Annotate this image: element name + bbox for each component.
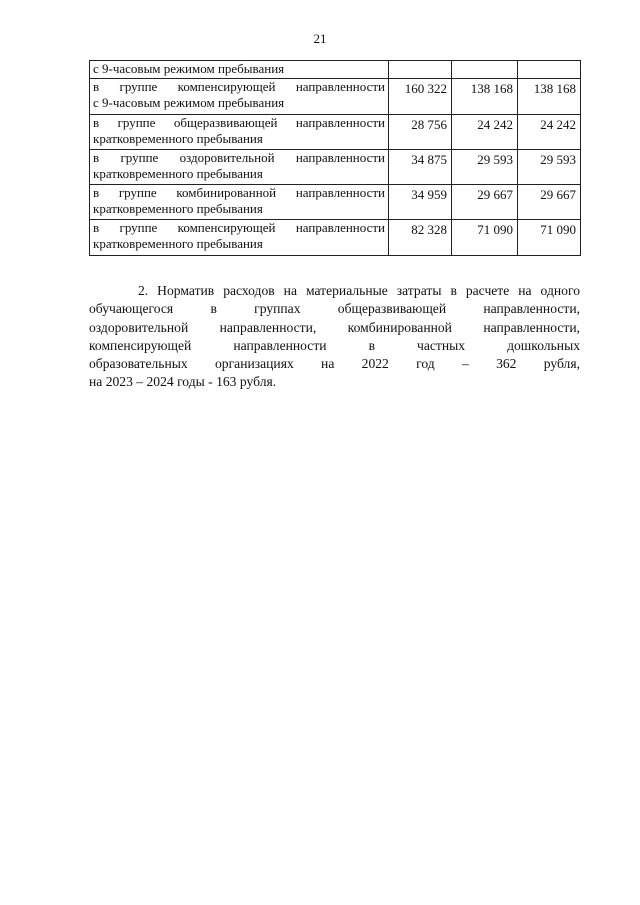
value-2022: 82 328 — [389, 220, 452, 256]
table-row — [90, 220, 581, 256]
norm-paragraph — [89, 282, 580, 392]
paragraph-line: оздоровительной направленности, комбинированной направленности, — [89, 319, 580, 335]
page-number: 21 — [313, 31, 327, 46]
row-label — [90, 115, 389, 150]
paragraph-line: образовательных организациях на 2022 год – 362 рубля, — [89, 356, 580, 372]
value-2024: 29 667 — [518, 185, 581, 220]
paragraph-line: на 2023 – 2024 годы - 163 рубля. — [89, 374, 277, 390]
value-2022: 28 756 — [389, 115, 452, 150]
value-2024: 29 593 — [518, 150, 581, 185]
table-row — [90, 115, 581, 150]
value-2023: 29 593 — [452, 150, 518, 185]
row-label-line: с 9-часовым режимом пребывания — [93, 95, 285, 110]
value-2022: 34 959 — [389, 185, 452, 220]
value-2024 — [518, 61, 581, 79]
value-2024: 71 090 — [518, 220, 581, 256]
paragraph-line: обучающегося в группах общеразвивающей направленности, — [89, 301, 580, 317]
norms-table — [89, 60, 581, 256]
value-2023: 29 667 — [452, 185, 518, 220]
paragraph-line: 2. Норматив расходов на материальные затраты в расчете на одного — [138, 283, 580, 298]
value-2022: 160 322 — [389, 79, 452, 115]
row-label-line: кратковременного пребывания — [93, 236, 263, 251]
row-label-line: в группе комбинированной направленности — [93, 185, 385, 200]
row-label-line: кратковременного пребывания — [93, 131, 263, 146]
value-2024: 138 168 — [518, 79, 581, 115]
row-label-line: в группе компенсирующей направленности — [93, 220, 385, 235]
row-label — [90, 220, 389, 256]
value-2022: 34 875 — [389, 150, 452, 185]
value-2023 — [452, 61, 518, 79]
value-2023: 24 242 — [452, 115, 518, 150]
row-label — [90, 79, 389, 115]
table-row — [90, 185, 581, 220]
paragraph-line: компенсирующей направленности в частных дошкольных — [89, 337, 580, 353]
row-label-line: с 9-часовым режимом пребывания — [93, 61, 285, 76]
row-label-line: в группе оздоровительной направленности — [93, 150, 385, 165]
row-label-line: кратковременного пребывания — [93, 201, 263, 216]
value-2023: 138 168 — [452, 79, 518, 115]
row-label — [90, 185, 389, 220]
table-row — [90, 61, 581, 79]
row-label-line: кратковременного пребывания — [93, 166, 263, 181]
value-2022 — [389, 61, 452, 79]
value-2024: 24 242 — [518, 115, 581, 150]
table-row — [90, 79, 581, 115]
value-2023: 71 090 — [452, 220, 518, 256]
row-label-line: в группе общеразвивающей направленности — [93, 115, 385, 130]
row-label — [90, 61, 389, 79]
table-row — [90, 150, 581, 185]
row-label-line: в группе компенсирующей направленности — [93, 79, 385, 94]
row-label — [90, 150, 389, 185]
